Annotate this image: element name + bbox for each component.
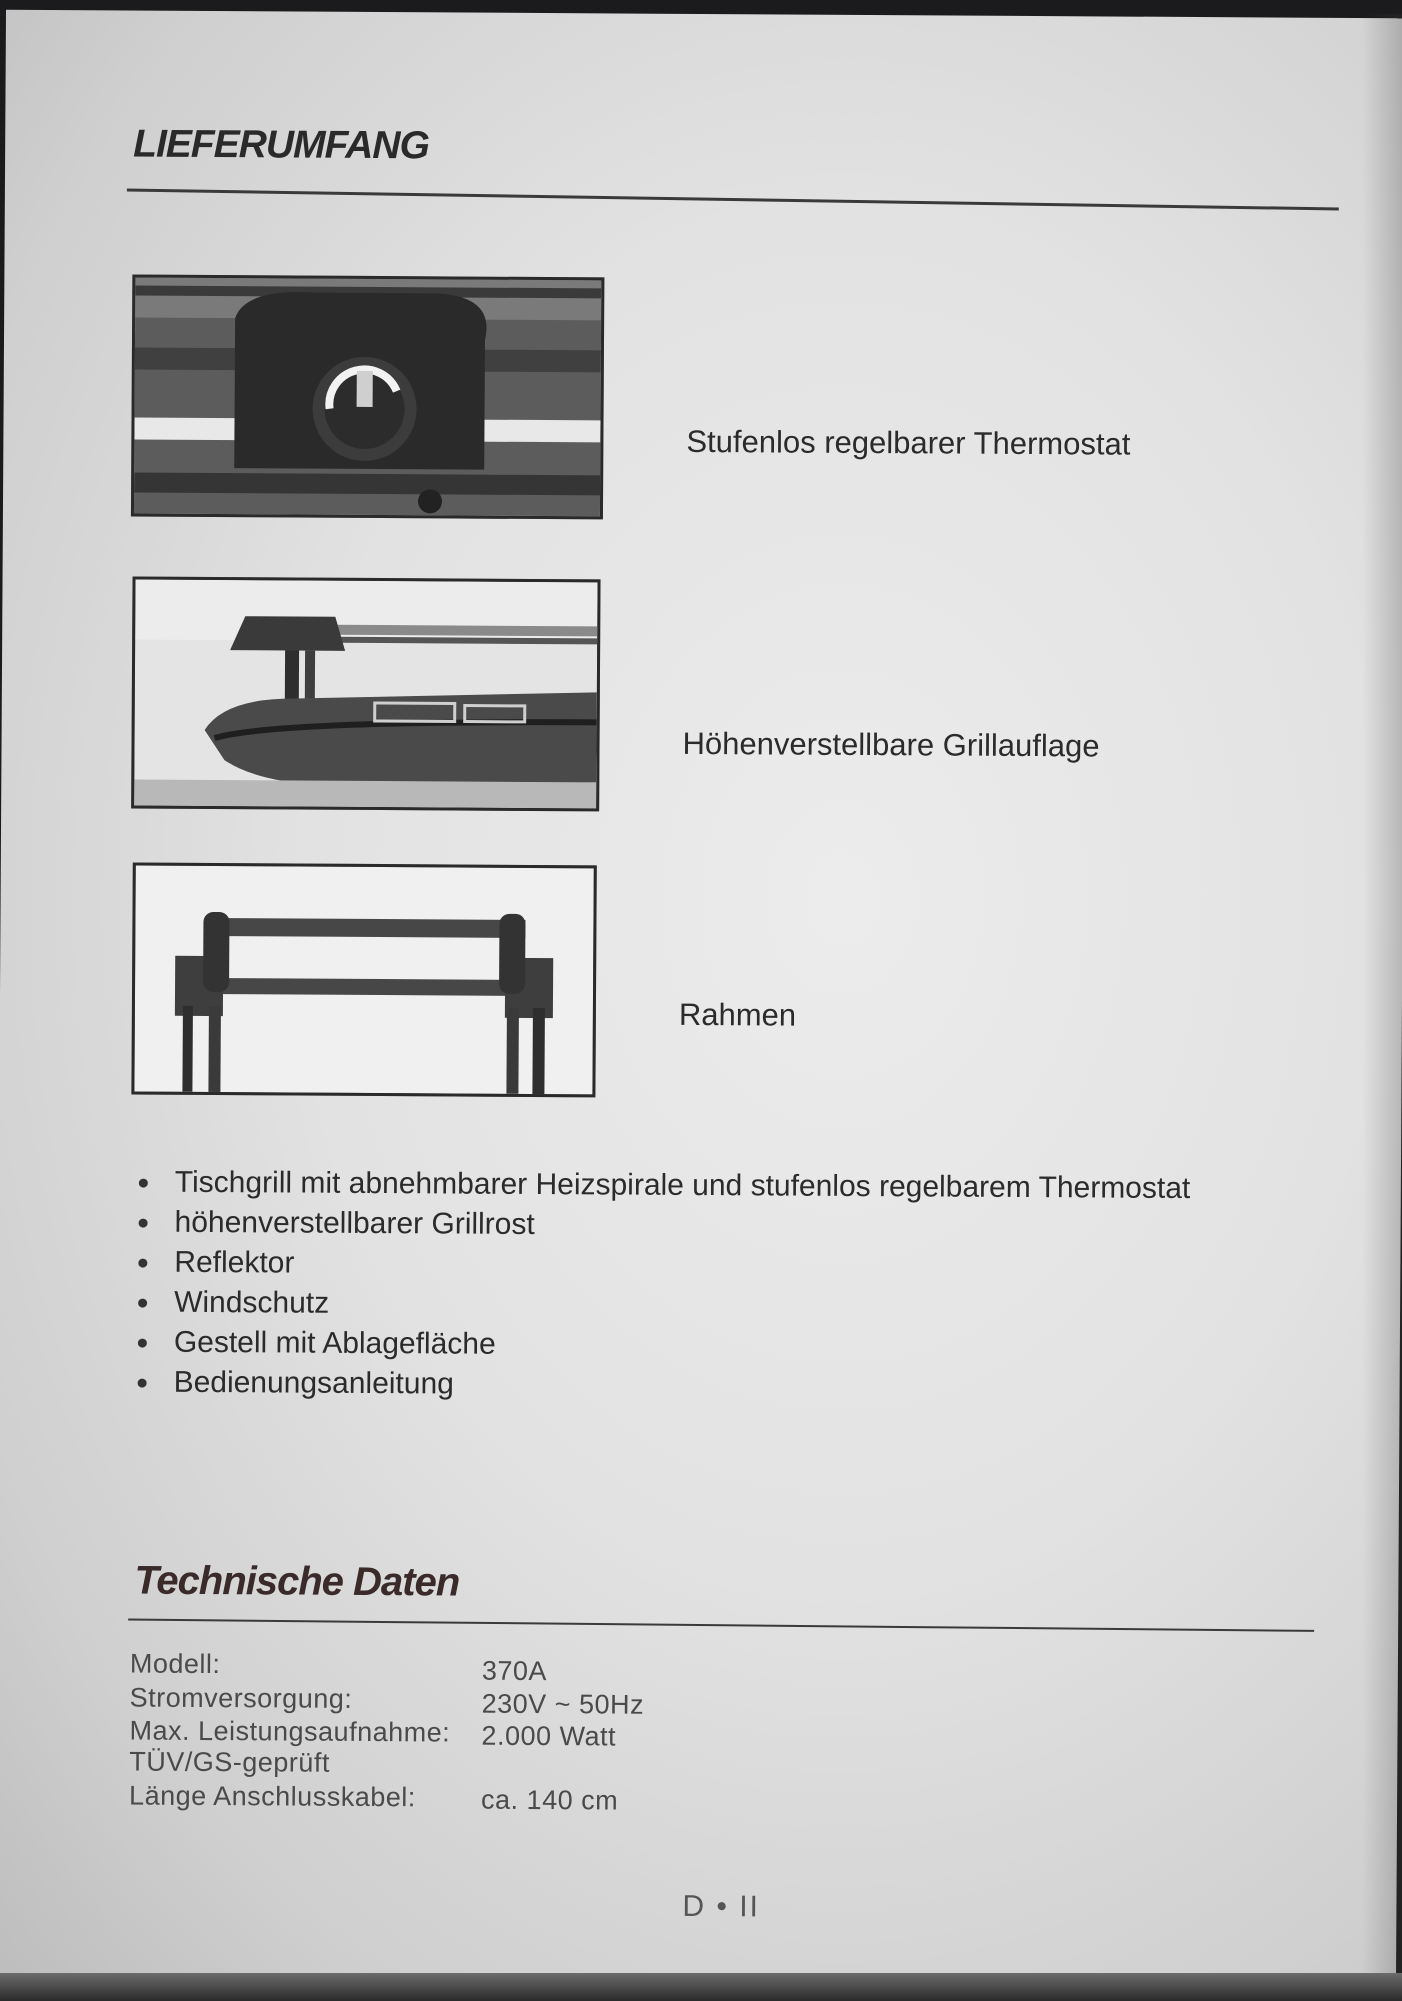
tech-divider bbox=[128, 1619, 1314, 1632]
section-title-technische-daten: Technische Daten bbox=[134, 1558, 460, 1605]
contents-list bbox=[134, 1163, 1191, 1409]
spec-label-stromversorgung: Stromversorgung: bbox=[129, 1682, 353, 1714]
section-title-lieferumfang: LIEFERUMFANG bbox=[133, 122, 429, 168]
bullet-icon bbox=[139, 1219, 148, 1228]
caption-thermostat: Stufenlos regelbarer Thermostat bbox=[686, 423, 1131, 462]
page-number: D • II bbox=[682, 1889, 761, 1924]
caption-grill-rack: Höhenverstellbare Grillauflage bbox=[682, 725, 1100, 764]
spec-value-kabel: ca. 140 cm bbox=[480, 1784, 619, 1816]
page-bottom-edge bbox=[0, 1973, 1402, 2001]
bullet-icon bbox=[138, 1379, 147, 1388]
caption-frame: Rahmen bbox=[678, 996, 797, 1033]
list-item: Bedienungsanleitung bbox=[134, 1363, 1190, 1409]
spec-label-leistung: Max. Leistungsaufnahme: bbox=[129, 1715, 451, 1748]
bullet-icon bbox=[138, 1299, 147, 1308]
list-item: höhenverstellbarer Grillrost bbox=[134, 1203, 1190, 1249]
spec-label-modell: Modell: bbox=[129, 1648, 221, 1680]
list-item: Gestell mit Ablagefläche bbox=[134, 1323, 1190, 1369]
frame-photo bbox=[131, 863, 596, 1098]
grill-rack-photo bbox=[131, 577, 600, 812]
title-divider bbox=[127, 188, 1339, 210]
bullet-icon bbox=[139, 1179, 148, 1188]
thermostat-photo bbox=[131, 275, 604, 520]
page-fold-shadow bbox=[1362, 14, 1402, 1979]
spec-value-modell: 370A bbox=[481, 1655, 548, 1687]
bullet-icon bbox=[138, 1259, 147, 1268]
bullet-icon bbox=[138, 1339, 147, 1348]
document-page bbox=[0, 10, 1402, 1984]
list-item: Reflektor bbox=[134, 1243, 1190, 1289]
spec-value-stromversorgung: 230V ~ 50Hz bbox=[481, 1688, 645, 1720]
list-item: Windschutz bbox=[134, 1283, 1190, 1329]
spec-value-leistung: 2.000 Watt bbox=[481, 1720, 617, 1752]
spec-label-tuev: TÜV/GS-geprüft bbox=[129, 1746, 330, 1778]
list-item: Tischgrill mit abnehmbarer Heizspirale und stufenlos regelbarem Thermostat bbox=[135, 1163, 1191, 1209]
spec-label-kabel: Länge Anschlusskabel: bbox=[129, 1780, 416, 1813]
